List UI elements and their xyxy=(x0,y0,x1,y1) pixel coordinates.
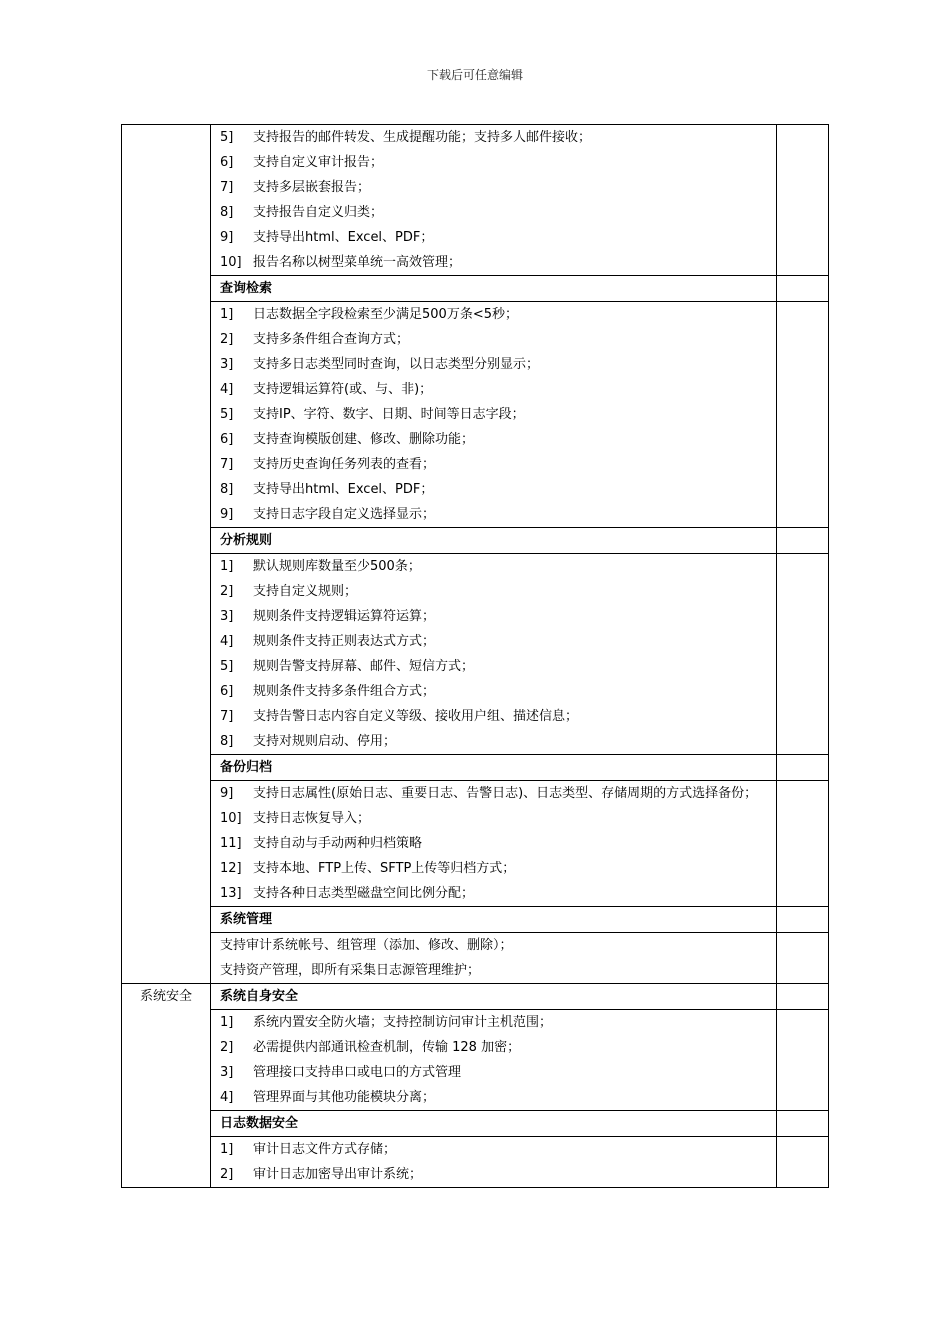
list-item xyxy=(211,806,776,831)
list-item xyxy=(211,1060,776,1085)
content-cell xyxy=(211,276,777,302)
table-row xyxy=(122,1111,829,1137)
item-number: 5] xyxy=(220,407,234,422)
list-item xyxy=(211,125,776,150)
remarks-cell xyxy=(777,755,829,781)
item-number: 13] xyxy=(220,886,242,901)
item-number: 10] xyxy=(220,255,242,270)
item-text: 规则条件支持正则表达式方式； xyxy=(253,634,436,649)
remarks-cell xyxy=(777,1111,829,1137)
category-cell xyxy=(122,528,211,554)
remarks-cell xyxy=(777,984,829,1010)
item-number: 4] xyxy=(220,382,234,397)
item-text: 支持自动与手动两种归档策略 xyxy=(253,836,423,851)
item-text: 系统内置安全防火墙；支持控制访问审计主机范围； xyxy=(253,1015,553,1030)
list-item xyxy=(211,402,776,427)
item-text: 管理接口支持串口或电口的方式管理 xyxy=(253,1065,462,1080)
table-row xyxy=(122,276,829,302)
list-item xyxy=(211,225,776,250)
table-row xyxy=(122,1010,829,1111)
item-text: 规则告警支持屏幕、邮件、短信方式； xyxy=(253,659,475,674)
item-number: 5] xyxy=(220,659,234,674)
item-number: 2] xyxy=(220,1040,234,1055)
content-cell xyxy=(211,1010,777,1111)
item-number: 3] xyxy=(220,1065,234,1080)
item-number: 8] xyxy=(220,482,234,497)
item-number: 4] xyxy=(220,1090,234,1105)
table-row xyxy=(122,1137,829,1188)
list-item xyxy=(211,1035,776,1060)
item-text: 日志数据全字段检索至少满足500万条<5秒； xyxy=(253,307,518,322)
list-item xyxy=(211,1010,776,1035)
requirements-table xyxy=(121,124,829,1188)
list-item xyxy=(211,200,776,225)
category-cell xyxy=(122,907,211,933)
section-heading: 分析规则 xyxy=(220,533,273,548)
item-number: 1] xyxy=(220,1015,234,1030)
list-item xyxy=(211,377,776,402)
item-number: 2] xyxy=(220,1167,234,1182)
table-row xyxy=(122,125,829,276)
item-text: 支持IP、字符、数字、日期、时间等日志字段； xyxy=(253,407,525,422)
item-text: 默认规则库数量至少500条； xyxy=(253,559,421,574)
category-cell xyxy=(122,554,211,755)
list-item xyxy=(211,427,776,452)
table-row xyxy=(122,933,829,984)
item-text: 支持自定义规则； xyxy=(253,584,358,599)
item-number: 1] xyxy=(220,559,234,574)
list-item xyxy=(211,150,776,175)
table-row xyxy=(122,907,829,933)
item-number: 8] xyxy=(220,205,234,220)
item-number: 7] xyxy=(220,457,234,472)
content-cell xyxy=(211,1137,777,1188)
list-item xyxy=(211,327,776,352)
list-item xyxy=(211,781,776,806)
item-number: 1] xyxy=(220,307,234,322)
item-number: 8] xyxy=(220,734,234,749)
category-cell xyxy=(122,302,211,528)
list-item xyxy=(211,831,776,856)
item-text: 规则条件支持逻辑运算符运算； xyxy=(253,609,436,624)
list-item xyxy=(211,554,776,579)
item-text: 支持告警日志内容自定义等级、接收用户组、描述信息； xyxy=(253,709,579,724)
content-cell xyxy=(211,302,777,528)
category-cell xyxy=(122,125,211,276)
list-item xyxy=(211,502,776,527)
remarks-cell xyxy=(777,781,829,907)
category-label: 系统安全 xyxy=(139,989,192,1004)
list-item xyxy=(211,604,776,629)
list-item xyxy=(211,302,776,327)
remarks-cell xyxy=(777,933,829,984)
item-number: 7] xyxy=(220,180,234,195)
item-text: 支持报告自定义归类； xyxy=(253,205,384,220)
item-number: 6] xyxy=(220,155,234,170)
content-cell xyxy=(211,755,777,781)
item-text: 支持查询模版创建、修改、删除功能； xyxy=(253,432,475,447)
item-number: 7] xyxy=(220,709,234,724)
category-cell xyxy=(122,276,211,302)
item-number: 3] xyxy=(220,609,234,624)
item-number: 2] xyxy=(220,332,234,347)
remarks-cell xyxy=(777,554,829,755)
table-row xyxy=(122,984,829,1010)
content-cell xyxy=(211,781,777,907)
item-text: 支持历史查询任务列表的查看； xyxy=(253,457,436,472)
list-item xyxy=(211,654,776,679)
list-item xyxy=(211,629,776,654)
table-row xyxy=(122,755,829,781)
item-text: 支持逻辑运算符(或、与、非)； xyxy=(253,382,433,397)
plain-line: 支持资产管理，即所有采集日志源管理维护； xyxy=(220,963,481,978)
category-cell xyxy=(122,1137,211,1188)
list-item xyxy=(211,250,776,275)
item-text: 支持多条件组合查询方式； xyxy=(253,332,410,347)
item-text: 支持日志恢复导入； xyxy=(253,811,371,826)
item-number: 12] xyxy=(220,861,242,876)
list-item xyxy=(211,729,776,754)
list-item xyxy=(211,856,776,881)
list-item xyxy=(211,175,776,200)
requirements-table-body xyxy=(122,125,829,1188)
content-cell xyxy=(211,933,777,984)
remarks-cell xyxy=(777,276,829,302)
category-cell xyxy=(122,984,211,1010)
item-number: 4] xyxy=(220,634,234,649)
remarks-cell xyxy=(777,528,829,554)
item-number: 2] xyxy=(220,584,234,599)
item-number: 10] xyxy=(220,811,242,826)
item-number: 11] xyxy=(220,836,242,851)
section-heading: 备份归档 xyxy=(220,760,273,775)
category-cell xyxy=(122,755,211,781)
remarks-cell xyxy=(777,907,829,933)
content-cell xyxy=(211,554,777,755)
item-text: 审计日志文件方式存储； xyxy=(253,1142,397,1157)
item-text: 审计日志加密导出审计系统； xyxy=(253,1167,423,1182)
category-cell xyxy=(122,781,211,907)
item-text: 支持各种日志类型磁盘空间比例分配； xyxy=(253,886,475,901)
item-text: 管理界面与其他功能模块分离； xyxy=(253,1090,436,1105)
list-item xyxy=(211,679,776,704)
content-cell xyxy=(211,1111,777,1137)
item-text: 支持多层嵌套报告； xyxy=(253,180,371,195)
section-heading: 系统自身安全 xyxy=(220,989,299,1004)
section-heading: 系统管理 xyxy=(220,912,273,927)
item-number: 3] xyxy=(220,357,234,372)
list-item xyxy=(211,352,776,377)
list-item xyxy=(211,881,776,906)
remarks-cell xyxy=(777,1137,829,1188)
table-row xyxy=(122,554,829,755)
table-row xyxy=(122,528,829,554)
item-number: 9] xyxy=(220,786,234,801)
item-number: 9] xyxy=(220,230,234,245)
content-cell xyxy=(211,528,777,554)
item-text: 支持导出html、Excel、PDF； xyxy=(253,482,434,497)
content-cell xyxy=(211,125,777,276)
item-number: 5] xyxy=(220,130,234,145)
list-item xyxy=(211,704,776,729)
list-item xyxy=(211,1162,776,1187)
item-text: 规则条件支持多条件组合方式； xyxy=(253,684,436,699)
content-cell xyxy=(211,984,777,1010)
plain-line: 支持审计系统帐号、组管理（添加、修改、删除）； xyxy=(220,938,513,953)
page-header: 下载后可任意编辑 xyxy=(426,68,523,82)
item-text: 支持日志字段自定义选择显示； xyxy=(253,507,436,522)
item-text: 支持对规则启动、停用； xyxy=(253,734,397,749)
category-cell xyxy=(122,1111,211,1137)
section-heading: 查询检索 xyxy=(220,281,273,296)
content-cell xyxy=(211,907,777,933)
item-text: 必需提供内部通讯检查机制，传输 128 加密； xyxy=(253,1040,521,1055)
item-text: 支持报告的邮件转发、生成提醒功能；支持多人邮件接收； xyxy=(253,130,592,145)
section-heading: 日志数据安全 xyxy=(220,1116,299,1131)
list-item xyxy=(211,1085,776,1110)
remarks-cell xyxy=(777,125,829,276)
item-text: 支持日志属性(原始日志、重要日志、告警日志)、日志类型、存储周期的方式选择备份； xyxy=(253,786,758,801)
item-text: 支持自定义审计报告； xyxy=(253,155,384,170)
item-number: 6] xyxy=(220,684,234,699)
item-text: 报告名称以树型菜单统一高效管理； xyxy=(253,255,462,270)
list-item xyxy=(211,579,776,604)
table-row xyxy=(122,781,829,907)
table-row xyxy=(122,302,829,528)
remarks-cell xyxy=(777,302,829,528)
item-number: 9] xyxy=(220,507,234,522)
list-item xyxy=(211,477,776,502)
remarks-cell xyxy=(777,1010,829,1111)
category-cell xyxy=(122,1010,211,1111)
item-text: 支持本地、FTP上传、SFTP上传等归档方式； xyxy=(253,861,516,876)
item-text: 支持多日志类型同时查询，以日志类型分别显示； xyxy=(253,357,540,372)
list-item xyxy=(211,452,776,477)
item-text: 支持导出html、Excel、PDF； xyxy=(253,230,434,245)
item-number: 1] xyxy=(220,1142,234,1157)
list-item xyxy=(211,1137,776,1162)
item-number: 6] xyxy=(220,432,234,447)
category-cell xyxy=(122,933,211,984)
